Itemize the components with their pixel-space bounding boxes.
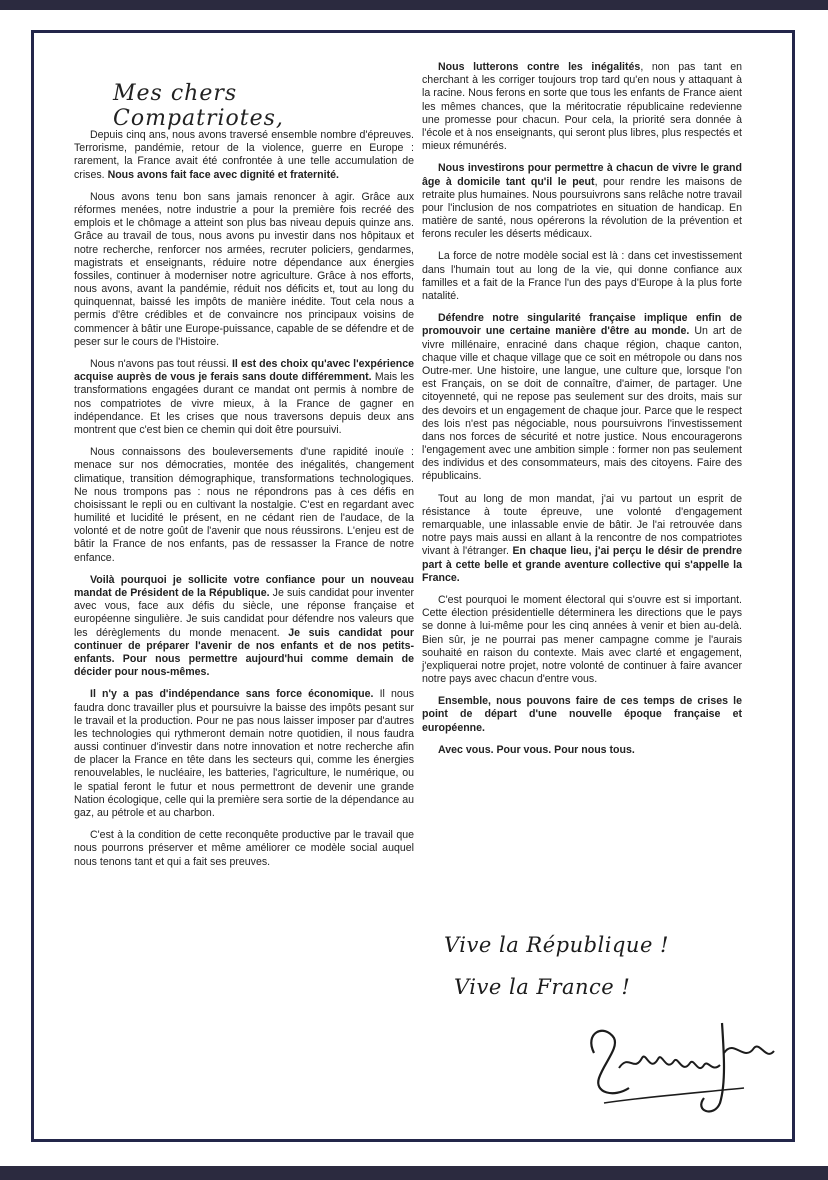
paragraph <box>74 688 414 820</box>
top-bar <box>0 0 828 10</box>
left-column <box>74 129 414 878</box>
bold-text: Il n'y a pas d'indépendance sans force économique. <box>90 688 374 701</box>
salutation-handwritten: Mes chers Compatriotes, <box>113 81 284 131</box>
paragraph <box>422 61 742 153</box>
text: Il nous faudra donc travailler plus et poursuivre la baisse des impôts pesant sur le travail et la production. Pour ne pas nous laisser imposer par d'autres les technologies qui rythmeront demain notre quotidien, il nous faudra aussi continuer d'investir dans notre innovation et notre recherche afin de placer la France en tête dans les secteurs qui, comme les énergies renouvelables, le nucléaire, les batteries, l'agriculture, le numérique, ou le spatial feront le futur et nous permettront de devenir une grande Nation écologique, celle qui la première sera sortie de la dépendance au gaz, au pétrole et au charbon. <box>74 688 415 819</box>
bold-text: Ensemble, nous pouvons faire de ces temps de crises le point de départ d'une nouvelle époque française et européenne. <box>422 695 742 734</box>
text: Tout au long de mon mandat, j'ai vu partout un esprit de résistance à toute épreuve, une volonté d'engagement remarquable, une inlassable envie de bâtir. Je l'ai retrouvée dans notre pays mais aussi en allant à la rencontre de nos compatriotes vivant à l'étranger. <box>422 492 742 558</box>
paragraph <box>74 574 414 680</box>
paragraph <box>422 312 742 483</box>
text: La force de notre modèle social est là : dans cet investissement dans l'humain tout au long de la vie, qui donne confiance aux familles et a fait de la France l'un des pays d'Europe à la plus forte natalité. <box>422 250 742 302</box>
closing-line-1: Vive la République ! <box>444 933 669 957</box>
bold-text: Je suis candidat pour continuer de préparer l'avenir de nos enfants et de nos petits-enfants. Pour nous permettre aujourd'hui comme demain de décider pour nous-mêmes. <box>74 626 414 679</box>
paragraph <box>74 191 414 349</box>
text: Mais les transformations engagées durant ce mandat ont permis à nombre de nos compatriotes de vivre mieux, à la France de gagner en indépendance. Et les crises que nous traversons depuis deux ans montrent que c'est bien ce chemin qui doit être poursuivi. <box>74 371 414 436</box>
bold-text: En chaque lieu, j'ai perçu le désir de prendre part à cette belle et grande aventure collective qui s'appelle la France. <box>422 545 742 584</box>
text: C'est pourquoi le moment électoral qui s'ouvre est si important. Cette élection présidentielle déterminera les directions que le pays se donne à lui-même pour les cinq années à venir et bien au-delà. Bien sûr, je ne pourrai pas mener campagne comme je l'aurais souhaité en raison du contexte. Mais avec clarté et engagement, j'expliquerai notre projet, notre volonté de continuer à faire avancer notre pays avec chacun d'entre vous. <box>422 593 742 686</box>
paragraph <box>422 493 742 585</box>
paragraph <box>422 162 742 241</box>
bold-text: Nous investirons pour permettre à chacun de vivre le grand âge à domicile tant qu'il le peut <box>422 162 742 188</box>
bold-text: Nous lutterons contre les inégalités <box>438 61 641 73</box>
paragraph <box>422 744 742 757</box>
letter-page <box>31 30 795 1142</box>
text: Un art de vivre millénaire, enraciné dans chaque région, chaque canton, chaque ville et chaque village que ce soit en métropole ou dans nos Outre-mer. Une histoire, une langue, une culture que, lorsque l'on est Français, on se doit de connaître, d'aimer, de partager. Une citoyenneté, qui ne repose pas seulement sur des droits, mais sur des devoirs et un engagement de chaque jour. Parce que le respect des lois n'est pas négociable, nous poursuivrons l'investissement dans nos forces de sécurité et notre justice. Nous encouragerons l'engagement avec une ambition simple : former non pas seulement des individus et des consommateurs, mais des citoyens. Faire des républicains. <box>422 325 742 483</box>
text: Nous n'avons pas tout réussi. <box>90 358 232 370</box>
closing-line-2: Vive la France ! <box>454 975 631 999</box>
paragraph <box>74 129 414 182</box>
right-column <box>422 61 742 766</box>
paragraph <box>74 446 414 565</box>
bottom-bar <box>0 1166 828 1180</box>
signature <box>574 993 784 1123</box>
text: Nous avons tenu bon sans jamais renoncer à agir. Grâce aux réformes menées, notre industrie a pour la première fois recréé des emplois et le chômage a atteint son plus bas niveau depuis quinze ans. Grâce au travail de tous, nous avons pu investir dans nos hôpitaux et notre recherche, renforcer nos armées, recruter policiers, gendarmes, magistrats et enseignants, réduire notre dépendance aux énergies fossiles, continuer à moderniser notre agriculture. Grâce à nos efforts, nous avons, avant la pandémie, réduit nos déficits et, tout au long du quinquennat, baissé les impôts de manière inédite. Tout cela nous a permis d'être crédibles et de convaincre nos principaux voisins de commencer à bâtir une Europe-puissance, capable de se défendre et de peser sur le cours de l'Histoire. <box>74 190 414 348</box>
text: , non pas tant en cherchant à les corriger toujours trop tard qu'en nous y attaquant à la racine. Nous ferons en sorte que tous les enfants de France aient les mêmes chances, que la méritocratie républicaine redevienne une promesse pour chacun. Pour cela, la priorité sera donnée à l'école et à nos enseignants, qui seront plus libres, plus respectés et mieux rémunérés. <box>422 61 742 153</box>
text: , pour rendre les maisons de retraite plus humaines. Nous poursuivrons sans relâche notre travail pour l'inclusion de nos compatriotes en situation de handicap. En matière de santé, nous opérerons la révolution de la prévention et ferons reculer les déserts médicaux. <box>422 175 742 241</box>
text: Nous connaissons des bouleversements d'une rapidité inouïe : menace sur nos démocraties, montée des inégalités, changement climatique, transition démographique, transformations technologiques. Ne nous trompons pas : nous ne répondrons pas à ces défis en choisissant le repli ou en cultivant la nostalgie. C'est en regardant avec humilité et lucidité le présent, en ne cédant rien de l'audace, de la volonté et de notre goût de l'avenir que nous réussirons. L'enjeu est de bâtir la France de nos enfants, pas de ressasser la France de notre enfance. <box>74 446 414 564</box>
paragraph <box>74 829 414 869</box>
text: Depuis cinq ans, nous avons traversé ensemble nombre d'épreuves. Terrorisme, pandémie, retour de la violence, guerre en Europe : rarement, la France avait été confrontée à une telle accumulation de crises. <box>74 129 414 181</box>
text: Je suis candidat pour inventer avec vous, face aux défis du siècle, une réponse française et européenne singulière. Je suis candidat pour défendre nos valeurs que les dérèglements du monde menacent. <box>74 587 414 639</box>
bold-text: Il est des choix qu'avec l'expérience acquise auprès de vous je ferais sans doute différemment. <box>74 358 414 384</box>
bold-text: Nous avons fait face avec dignité et fraternité. <box>107 168 339 181</box>
paragraph <box>74 358 414 437</box>
bold-text: Défendre notre singularité française implique enfin de promouvoir une certaine manière d'être au monde. <box>422 312 742 338</box>
bold-text: Avec vous. Pour vous. Pour nous tous. <box>438 743 635 756</box>
text: C'est à la condition de cette reconquête productive par le travail que nous pourrons préserver et même améliorer ce modèle social auquel nous tenons tant et qui a fait ses preuves. <box>74 829 414 868</box>
paragraph <box>422 250 742 303</box>
bold-text: Voilà pourquoi je sollicite votre confiance pour un nouveau mandat de Président de la République. <box>74 573 414 599</box>
paragraph <box>422 695 742 735</box>
paragraph <box>422 594 742 686</box>
